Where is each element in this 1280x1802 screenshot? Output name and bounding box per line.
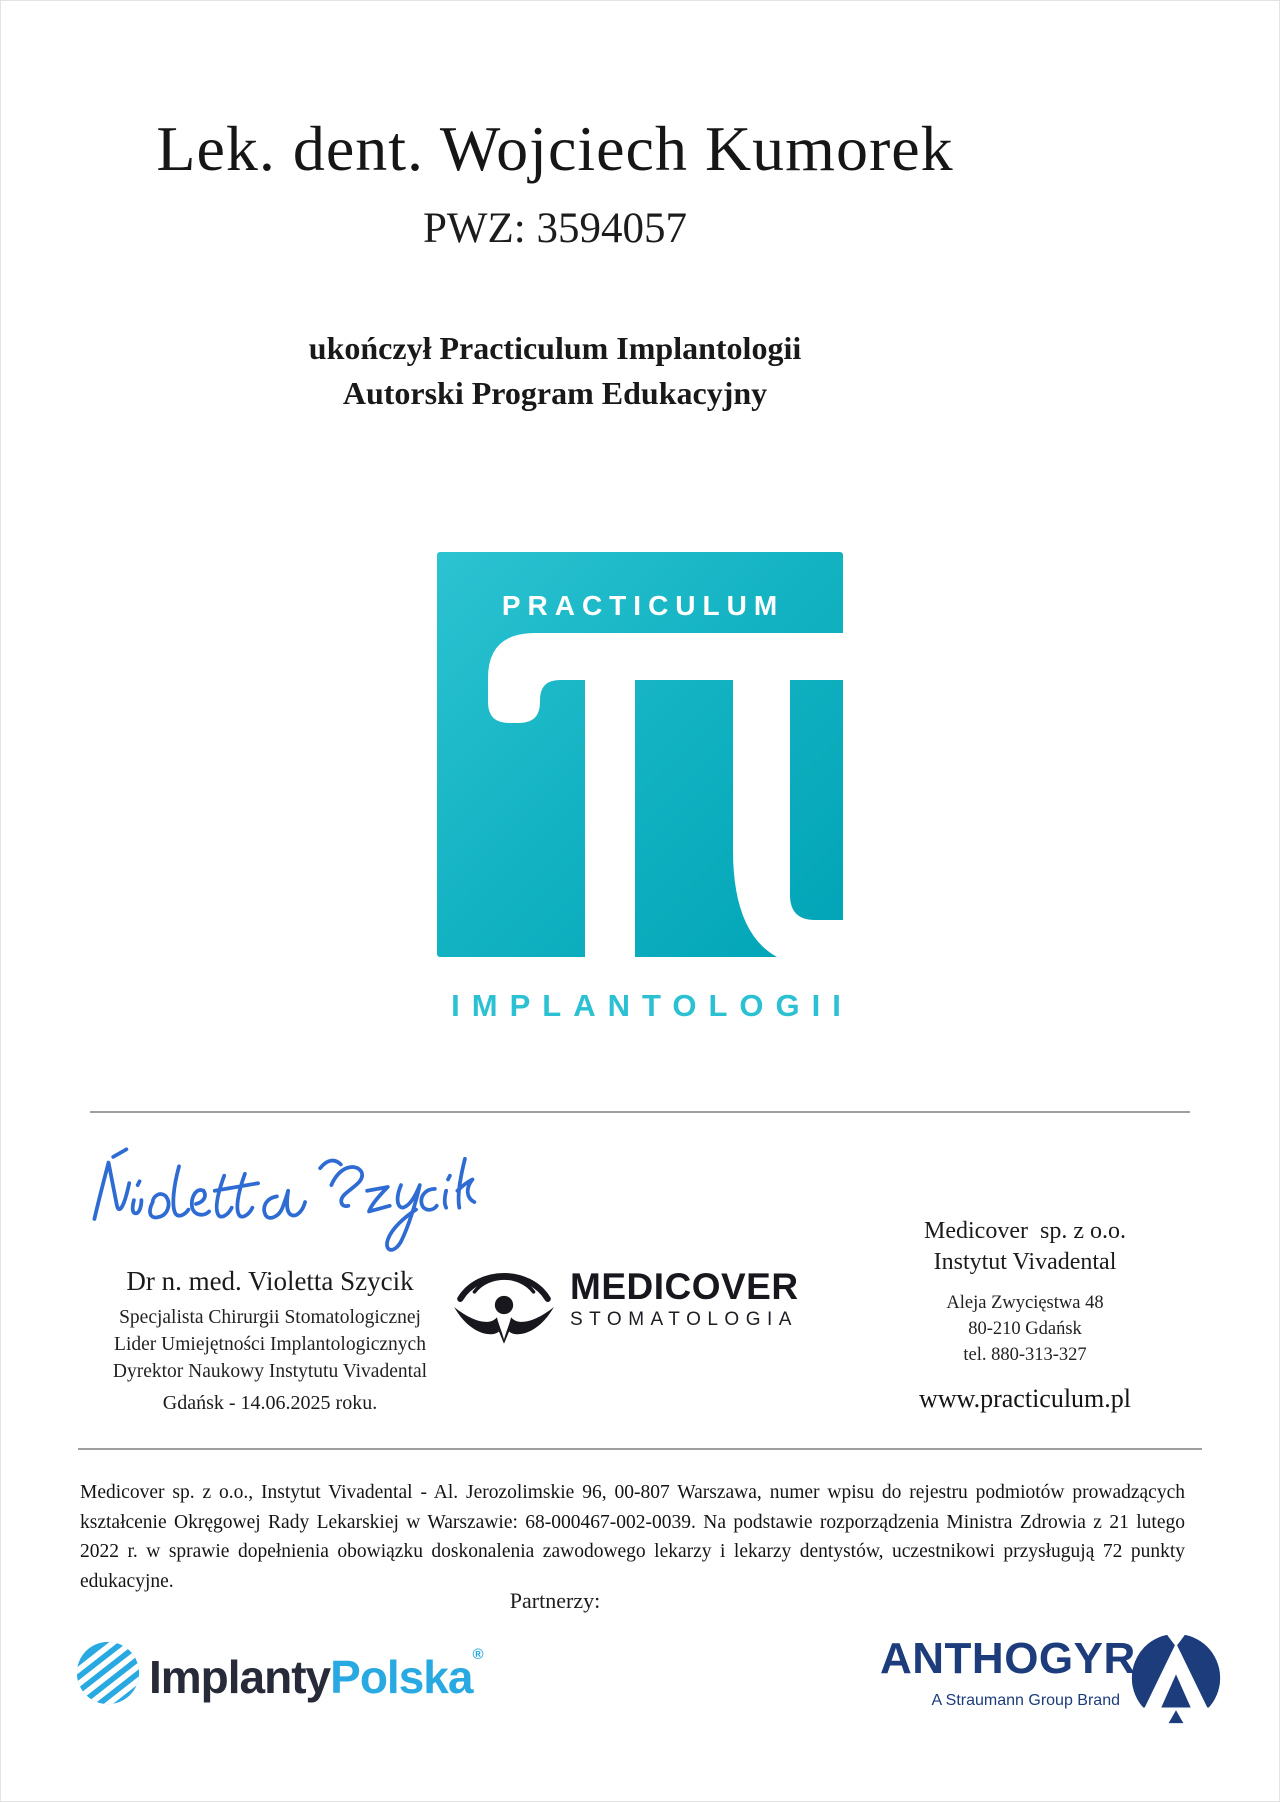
organizer-address-line1: Aleja Zwycięstwa 48 [946, 1293, 1104, 1313]
divider-bottom [78, 1448, 1202, 1450]
organizer-address-line3: tel. 880-313-327 [963, 1345, 1087, 1365]
organizer-company: Medicover sp. z o.o. [924, 1218, 1126, 1244]
practiculum-pi-icon [437, 552, 843, 957]
medicover-wordmark: MEDICOVER [570, 1266, 799, 1307]
implanty-polska-icon [75, 1640, 141, 1706]
anthogyr-a-icon [1130, 1632, 1222, 1724]
implantologii-logo-text: IMPLANTOLOGII [451, 988, 853, 1023]
signer-title-3: Dyrektor Naukowy Instytutu Vivadental [112, 1361, 428, 1382]
website-link[interactable]: www.practiculum.pl [918, 1384, 1132, 1413]
recipient-name: Lek. dent. Wojciech Kumorek [156, 113, 954, 184]
medicover-logo [448, 1258, 808, 1358]
practiculum-logo-text: PRACTICULUM [501, 590, 785, 621]
anthogyr-logo [880, 1630, 1225, 1730]
organizer-address-line2: 80-210 Gdańsk [968, 1319, 1082, 1339]
license-number: PWZ: 3594057 [423, 205, 687, 252]
signer-title-1: Specjalista Chirurgii Stomatologicznej [119, 1307, 421, 1328]
legal-paragraph: Medicover sp. z o.o., Instytut Vivadental - Al. Jerozolimskie 96, 00-807 Warszawa, numer wpisu do rejestru podmiotów prowadzących kształcenie Okręgowej Rady Lekarskiej w Warszawie: 68-000467-002-0039. Na podstawie rozporządzenia Ministra Zdrowia z 21 lutego 2022 r. w sprawie dopełnienia obowiązku doskonalenia zawodowego lekarzy i lekarzy dentystów, uczestnikowi przysługują 72 punkty edukacyjne. [80, 1482, 1185, 1592]
medicover-bird-icon [448, 1258, 560, 1350]
implanty-polska-logo [75, 1638, 495, 1718]
polska-word: Polska [330, 1651, 473, 1703]
anthogyr-wordmark: ANTHOGYR [880, 1634, 1136, 1683]
signer-name: Dr n. med. Violetta Szycik [126, 1266, 414, 1296]
signer-titles [55, 1304, 485, 1385]
practiculum-logo [437, 552, 843, 957]
signer-title-2: Lider Umiejętności Implantologicznych [114, 1334, 426, 1355]
implanty-polska-wordmark [149, 1646, 484, 1704]
place-and-date: Gdańsk - 14.06.2025 roku. [162, 1392, 378, 1414]
handwritten-signature [85, 1140, 480, 1265]
organizer-institute: Instytut Vivadental [933, 1249, 1117, 1275]
organizer-block [860, 1216, 1190, 1414]
implanty-word: Implanty [149, 1651, 331, 1703]
statement-line-2: Autorski Program Edukacyjny [342, 375, 768, 411]
medicover-subtitle: STOMATOLOGIA [570, 1309, 798, 1330]
partners-label: Partnerzy: [509, 1588, 601, 1613]
statement-line-1: ukończył Practiculum Implantologii [308, 330, 802, 366]
organizer-address [860, 1290, 1190, 1368]
anthogyr-subtitle: A Straumann Group Brand [931, 1692, 1120, 1709]
divider-top [90, 1111, 1190, 1113]
registered-mark: ® [472, 1646, 484, 1663]
